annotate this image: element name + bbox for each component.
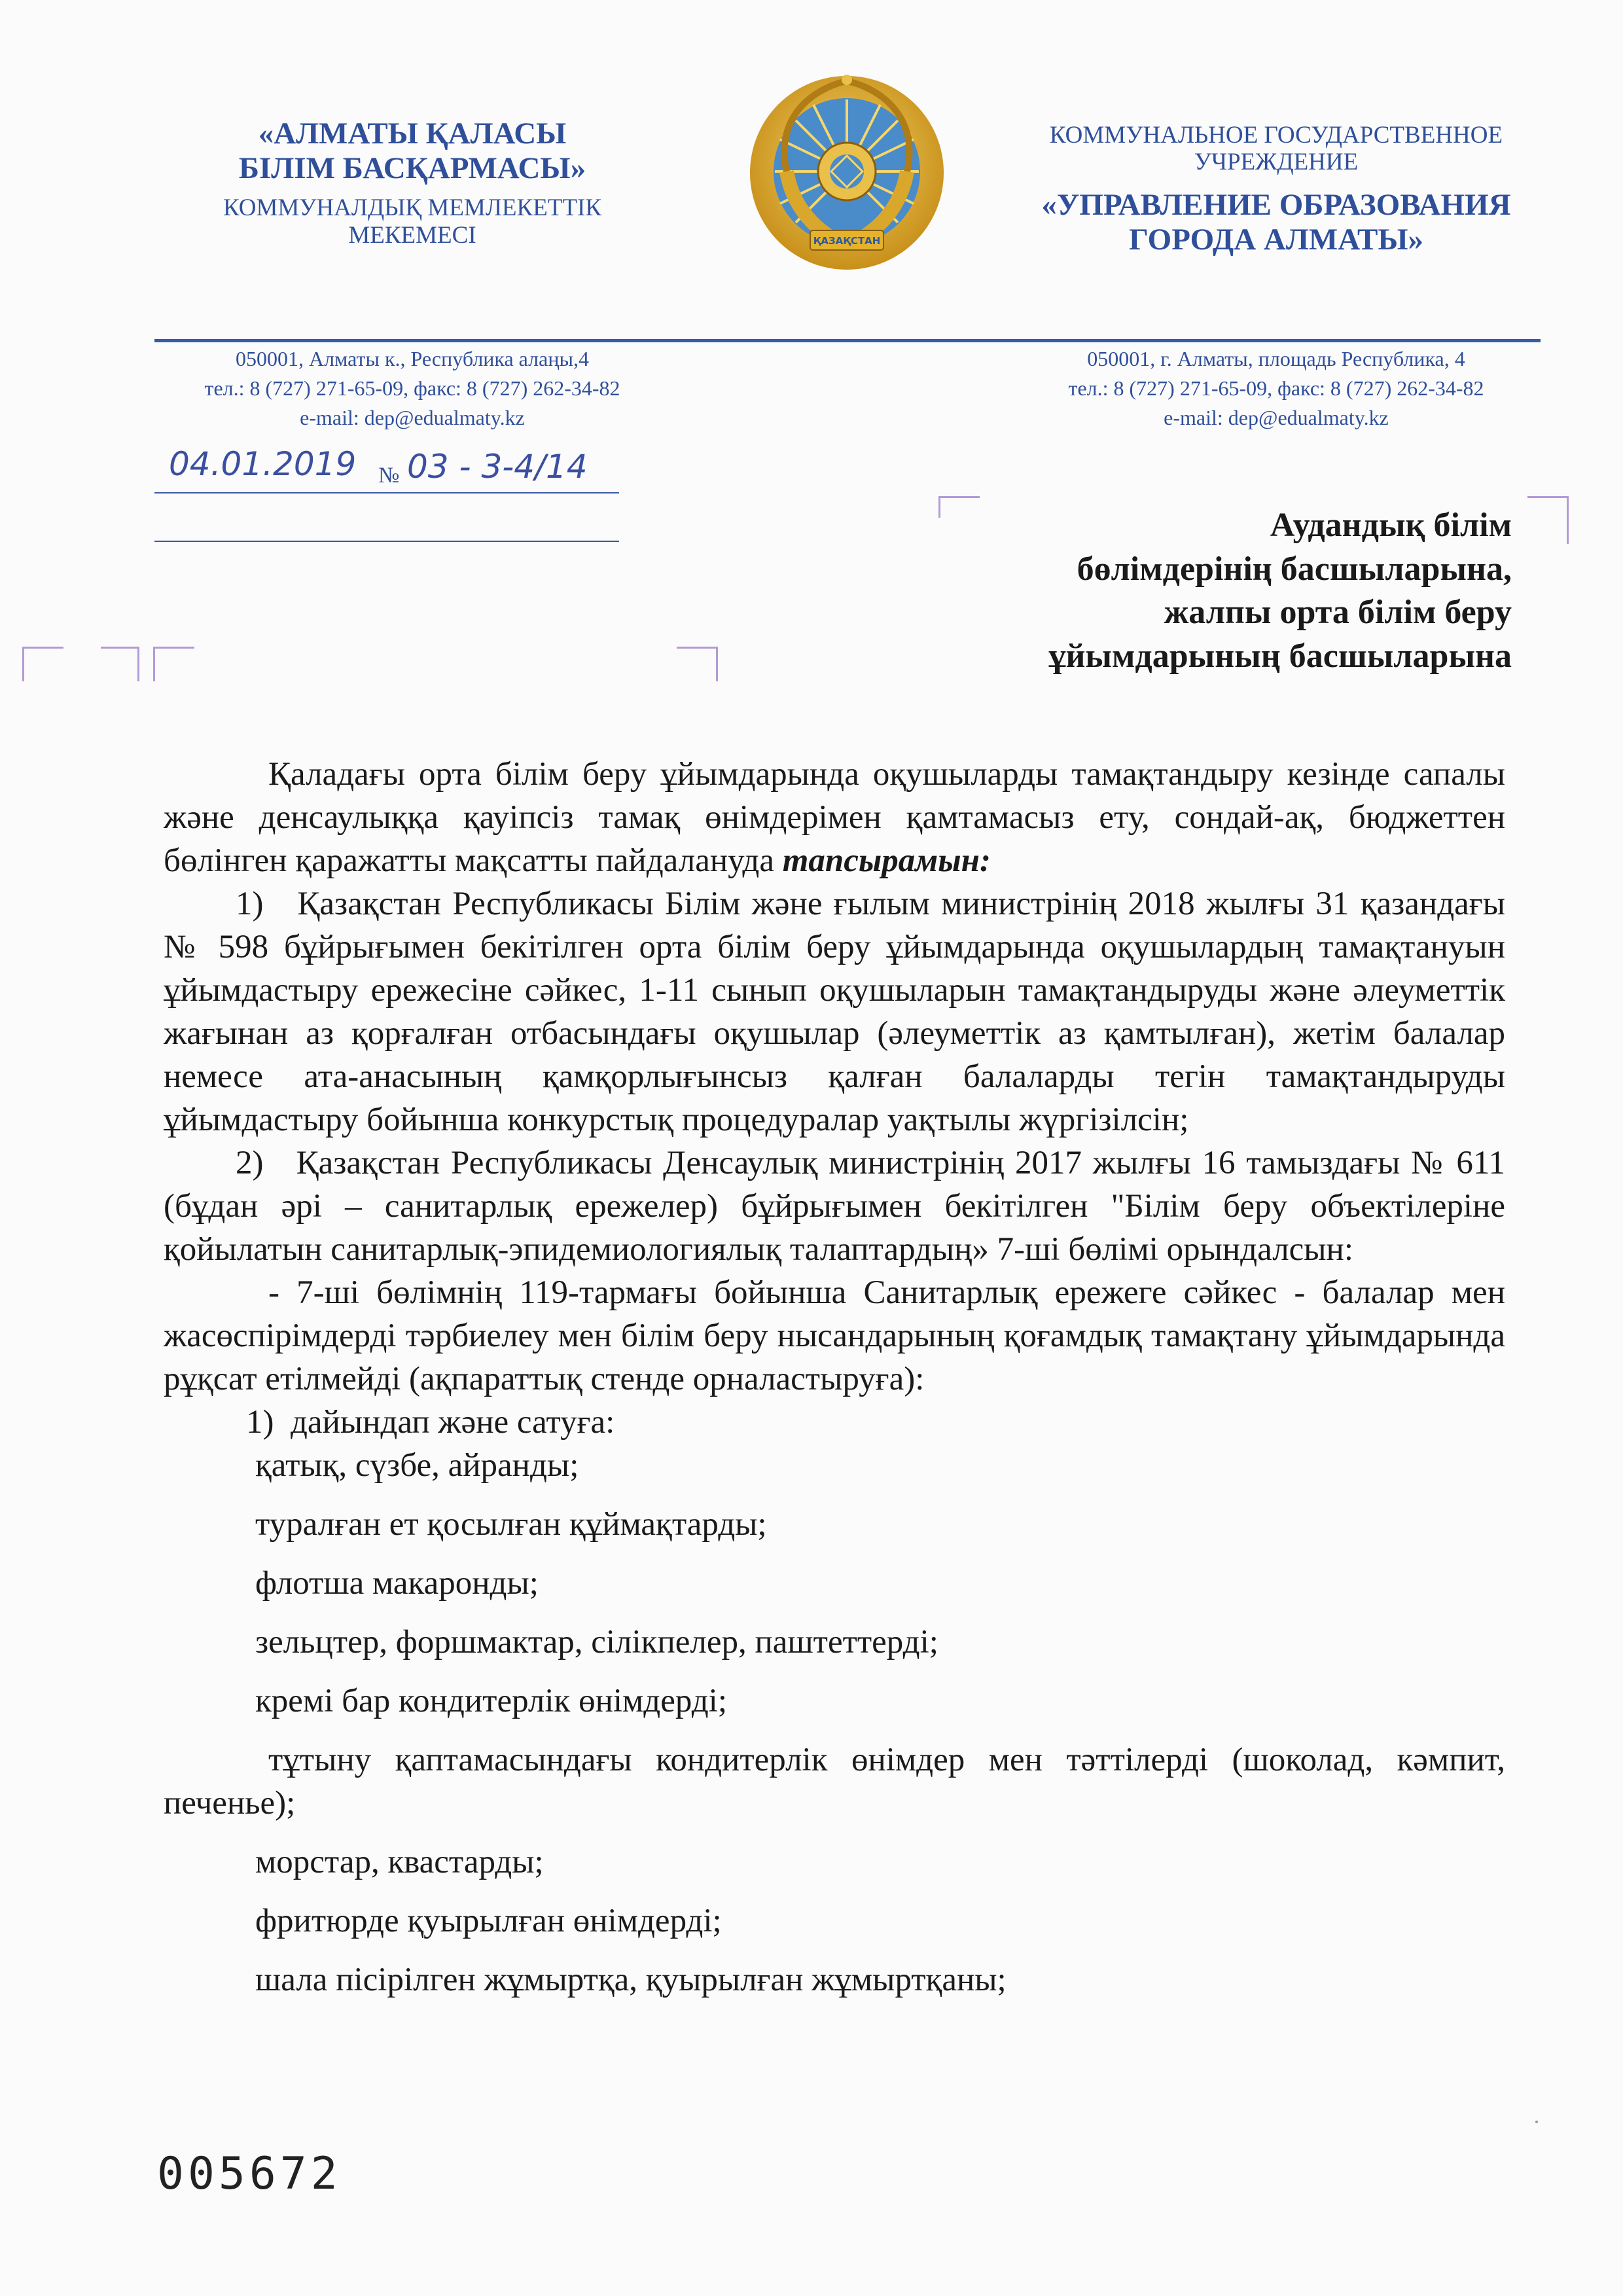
- address-ru-email: e-mail: dep@edualmaty.kz: [1164, 405, 1389, 429]
- list-item: қатық, сүзбе, айранды;: [255, 1447, 579, 1484]
- emblem-band-text: ҚАЗАҚСТАН: [813, 235, 881, 247]
- paragraph-3: - 7-ші бөлімнің 119-тармағы бойынша Санитарлық ережеге сәйкес - балалар мен жасөспірімдерді тәрбиелеу мен білім беру нысандарының қоғамдық тамақтану ұйымдарында рұқсат етілмейді (ақпараттық стенде орналастыруға):: [164, 1274, 1505, 1397]
- state-emblem-icon: [747, 73, 946, 272]
- registration-underline: [154, 492, 619, 493]
- list-item: морстар, квастарды;: [255, 1844, 544, 1880]
- scan-speck: [1535, 2121, 1538, 2123]
- prohibited-food-list: [164, 1444, 1505, 2001]
- address-kz-email: e-mail: dep@edualmaty.kz: [300, 405, 525, 429]
- org-name-kz-line2: БІЛІМ БАСҚАРМАСЫ»: [238, 151, 586, 185]
- org-name-ru-line2: ГОРОДА АЛМАТЫ»: [1128, 222, 1424, 257]
- list-item: туралған ет қосылған құймақтарды;: [255, 1506, 767, 1543]
- list-item: зельцтер, форшмактар, сілікпелер, паштеттерді;: [255, 1624, 938, 1660]
- subpoint-1: 1) дайындап және сатуға:: [246, 1404, 615, 1441]
- intro-emphasis: тапсырамын:: [782, 842, 991, 879]
- corner-mark: [22, 647, 63, 681]
- intro-paragraph: [164, 753, 1505, 882]
- header-right: [1021, 122, 1531, 257]
- list-item: кремі бар кондитерлік өнімдерді;: [255, 1683, 727, 1719]
- registration-second-line: [154, 541, 619, 542]
- registration-number: 03 - 3-4/14: [407, 448, 588, 486]
- registration-date: 04.01.2019: [169, 445, 357, 483]
- org-type-ru-line1: КОММУНАЛЬНОЕ ГОСУДАРСТВЕННОЕ: [1049, 122, 1503, 149]
- address-kz: [151, 344, 674, 432]
- document-serial-code: 005672: [157, 2148, 342, 2200]
- list-item: шала пісірілген жұмыртқа, қуырылған жұмыртқаны;: [255, 1962, 1007, 1998]
- paragraph-2: 2) Қазақстан Республикасы Денсаулық министрінің 2017 жылғы 16 тамыздағы № 611 (бұдан әрі – санитарлық ережелер) бұйрығымен бекітілген "Білім беру объектілеріне қойылатын санитарлық-эпидемиологиялық талаптардың» 7-ші бөлімі орындалсын:: [164, 1145, 1505, 1268]
- header-divider: [154, 339, 1541, 342]
- address-kz-line1: 050001, Алматы к., Республика алаңы,4: [236, 347, 589, 370]
- registration-number-sign: №: [378, 463, 400, 488]
- letter-body: [164, 753, 1505, 2001]
- addressee-line: ұйымдарының басшыларына: [1048, 637, 1512, 675]
- org-type-kz-line2: МЕКЕМЕСІ: [348, 221, 476, 249]
- org-name-kz-line1: «АЛМАТЫ ҚАЛАСЫ: [258, 117, 567, 151]
- list-item: флотша макаронды;: [255, 1565, 539, 1602]
- corner-mark: [1527, 496, 1569, 544]
- header-left: [151, 117, 674, 249]
- list-item: фритюрде қуырылған өнімдерді;: [255, 1903, 722, 1939]
- address-ru-phone: тел.: 8 (727) 271-65-09, факс: 8 (727) 262-34-82: [1068, 376, 1484, 400]
- addressee-line: бөлімдерінің басшыларына,: [1077, 550, 1512, 588]
- corner-mark: [153, 647, 194, 681]
- org-type-ru-line2: УЧРЕЖДЕНИЕ: [1194, 149, 1359, 176]
- intro-text: Қаладағы орта білім беру ұйымдарында оқушыларды тамақтандыру кезінде сапалы және денсаулыққа қауіпсіз тамақ өнімдерімен қамтамасыз ету, сондай-ақ, бюджеттен бөлінген қаражатты мақсатты пайдалануда: [164, 756, 1505, 879]
- addressee-block: [969, 504, 1512, 678]
- org-type-kz-line1: КОММУНАЛДЫҚ МЕМЛЕКЕТТІК: [223, 194, 602, 222]
- address-ru: [995, 344, 1558, 432]
- addressee-line: жалпы орта білім беру: [1164, 594, 1512, 632]
- address-kz-phone: тел.: 8 (727) 271-65-09, факс: 8 (727) 262-34-82: [204, 376, 620, 400]
- org-name-ru-line1: «УПРАВЛЕНИЕ ОБРАЗОВАНИЯ: [1041, 187, 1511, 222]
- list-item: тұтыну қаптамасындағы кондитерлік өнімдер мен тәттілерді (шоколад, кәмпит, печенье);: [164, 1742, 1505, 1821]
- corner-mark: [677, 647, 718, 681]
- address-ru-line1: 050001, г. Алматы, площадь Республика, 4: [1087, 347, 1465, 370]
- addressee-line: Аудандық білім: [1270, 507, 1512, 544]
- corner-mark: [101, 647, 139, 681]
- paragraph-1: 1) Қазақстан Республикасы Білім және ғылым министрінің 2018 жылғы 31 қазандағы № 598 бұйрығымен бекітілген орта білім беру ұйымдарында оқушылардың тамақтануын ұйымдастыру ережесіне сәйкес, 1-11 сынып оқушыларын тамақтандыруды және әлеуметтік жағынан аз қорғалған отбасындағы оқушылар (әлеуметтік аз қамтылған), жетім балалар немесе ата-анасының қамқорлығынсыз қалған балаларды тегін тамақтандыруды ұйымдастыру бойынша конкурстық процедуралар уақтылы жүргізілсін;: [164, 886, 1505, 1138]
